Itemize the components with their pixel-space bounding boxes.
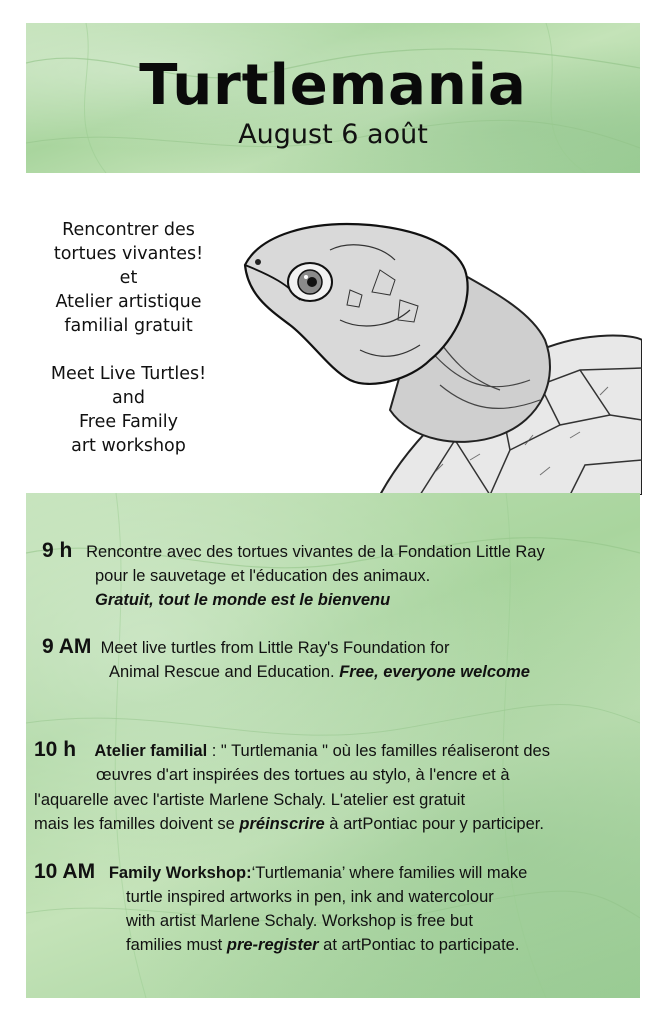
intro-fr-line: tortues vivantes! (53, 244, 204, 264)
intro-fr-line: Rencontrer des (62, 220, 195, 240)
entry-label: Atelier familial (94, 742, 208, 760)
turtle-illustration (240, 210, 642, 495)
intro-fr-line: et (119, 268, 138, 288)
entry-text: œuvres d'art inspirées des tortues au stylo, à l'encre et à (96, 766, 510, 784)
entry-free-note: Free, everyone welcome (339, 663, 530, 681)
schedule-entry-10h-line1 (34, 739, 550, 762)
entry-time: 10 AM (34, 860, 96, 883)
entry-text: mais les familles doivent se (34, 815, 240, 833)
entry-free-note: Gratuit, tout le monde est le bienvenu (95, 591, 391, 609)
entry-text: with artist Marlene Schaly. Workshop is free but (126, 912, 473, 930)
entry-text: Animal Rescue and Education. (109, 663, 340, 681)
entry-text: Meet live turtles from Little Ray's Foundation for (100, 639, 450, 657)
header-banner (26, 23, 640, 173)
page-title: Turtlemania (139, 53, 527, 118)
intro-en-line: and (112, 388, 145, 408)
entry-text: l'aquarelle avec l'artiste Marlene Schaly. L'atelier est gratuit (34, 791, 466, 809)
schedule-entry-10am-line4 (126, 934, 519, 956)
schedule-entry-9am-line2 (109, 661, 530, 683)
intro-fr-line: Atelier artistique (55, 292, 202, 312)
entry-text: à artPontiac pour y participer. (324, 815, 544, 833)
schedule-panel (26, 493, 640, 998)
schedule-entry-10h-line4 (34, 813, 544, 835)
entry-time: 9 h (42, 539, 73, 562)
entry-text: at artPontiac to participate. (318, 936, 520, 954)
entry-text: families must (126, 936, 227, 954)
schedule-entry-9h-line1 (42, 540, 545, 563)
entry-emphasis: pre-register (226, 936, 319, 954)
intro-text (26, 218, 231, 458)
entry-text: pour le sauvetage et l'éducation des animaux. (95, 567, 431, 585)
schedule-entry-10am-line1 (34, 861, 527, 884)
entry-text: turtle inspired artworks in pen, ink and watercolour (126, 888, 494, 906)
event-date: August 6 août (238, 119, 428, 150)
intro-en-line: art workshop (71, 436, 186, 456)
entry-text: Rencontre avec des tortues vivantes de la Fondation Little Ray (86, 543, 545, 561)
intro-en-line: Free Family (78, 412, 178, 432)
entry-time: 9 AM (42, 635, 92, 658)
intro-en-line: Meet Live Turtles! (50, 364, 207, 384)
entry-label: Family Workshop: (108, 864, 252, 882)
entry-text: ‘Turtlemania’ where families will make (251, 864, 528, 882)
intro-fr-line: familial gratuit (64, 316, 193, 336)
entry-emphasis: préinscrire (239, 815, 325, 833)
entry-time: 10 h (34, 738, 77, 761)
entry-text: : " Turtlemania " où les familles réaliseront des (207, 742, 550, 760)
schedule-entry-9am-line1 (42, 636, 449, 659)
